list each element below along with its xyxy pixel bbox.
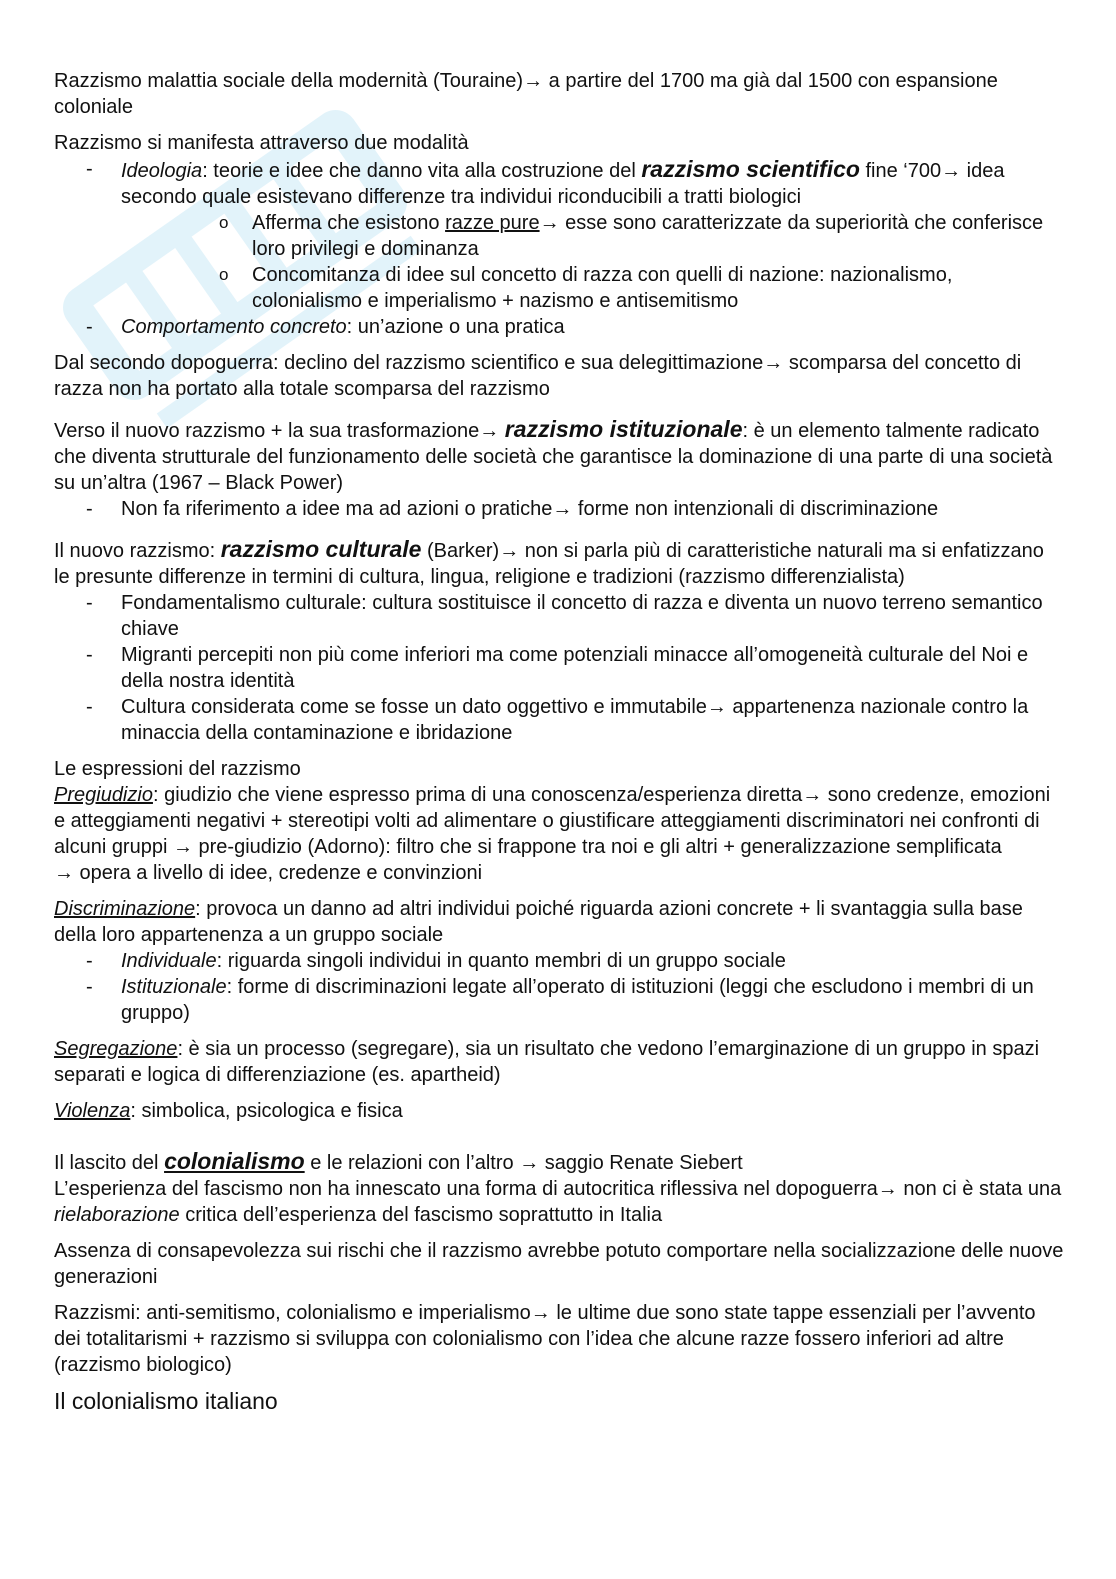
list-item-comportamento <box>54 314 1064 340</box>
list-discriminazione <box>54 948 1064 1026</box>
section-heading-colonialismo-italiano: Il colonialismo italiano <box>54 1388 278 1414</box>
paragraph-lascito <box>54 1148 1064 1176</box>
list-item-culturale-1: - Fondamentalismo culturale: cultura sostituisce il concetto di razza e diventa un nuovo terreno semantico chiave <box>54 590 1064 642</box>
spacer <box>54 1134 1064 1148</box>
paragraph-segregazione <box>54 1036 1064 1088</box>
paragraph-pregiudizio-2: → opera a livello di idee, credenze e convinzioni <box>54 862 483 884</box>
list-item-individuale <box>54 948 1064 974</box>
paragraph-fascismo <box>54 1176 1064 1228</box>
text-p8-1: L’esperienza del fascismo non ha innescato una forma di autocritica riflessiva nel dopoguerra→ non ci è stata una <box>54 1178 1062 1200</box>
text-p4-2: : è un elemento talmente radicato che diventa strutturale del funzionamento delle società che garantisce la dominazione di una parte di una società su un’altra (1967 – Black Power) <box>54 420 1053 494</box>
paragraph-violenza <box>54 1098 1064 1124</box>
text-p7-2: e le relazioni con l’altro → saggio Renate Siebert <box>304 1152 743 1174</box>
text-sub1-2: → esse sono caratterizzate da superiorità che conferisce loro privilegi e dominanza <box>252 212 1044 260</box>
text-discriminazione: : provoca un danno ad altri individui poiché riguarda azioni concrete + li svantaggia sulla base della loro appartenenza a un gruppo sociale <box>54 898 1023 946</box>
term-ideologia: Ideologia <box>121 160 203 182</box>
text-segregazione: : è sia un processo (segregare), sia un risultato che vedono l’emarginazione di un gruppo in spazi separati e logica di differenziazione (es. apartheid) <box>54 1038 1040 1086</box>
term-discriminazione: Discriminazione <box>54 898 196 920</box>
sublist-item-concomitanza: o Concomitanza di idee sul concetto di razza con quelli di nazione: nazionalismo, colonialismo e imperialismo + nazismo e antisemitismo <box>121 262 1064 314</box>
text-p5-2: (Barker)→ non si parla più di caratteristiche naturali ma si enfatizzano le presunte differenze in termini di cultura, lingua, religione e tradizioni (razzismo differenzialista) <box>54 540 1044 588</box>
list-item-istituzionale-1: - Non fa riferimento a idee ma ad azioni o pratiche→ forme non intenzionali di discriminazione <box>54 496 1064 522</box>
list-item-ideologia <box>54 156 1064 314</box>
sublist-item-razze-pure <box>121 210 1064 262</box>
text-p5-1: Il nuovo razzismo: <box>54 540 221 562</box>
paragraph-intro: Razzismo malattia sociale della modernità (Touraine)→ a partire del 1700 ma già dal 1500 con espansione coloniale <box>54 70 998 118</box>
list-culturale <box>54 590 1064 746</box>
paragraph-istituzionale <box>54 416 1064 496</box>
sublist-ideologia <box>121 210 1064 314</box>
term-comportamento: Comportamento concreto <box>121 316 347 338</box>
term-pregiudizio: Pregiudizio <box>54 784 153 806</box>
text-violenza: : simbolica, psicologica e fisica <box>130 1100 403 1122</box>
term-razzismo-istituzionale: razzismo istituzionale <box>504 416 743 442</box>
list-modalita <box>54 156 1064 340</box>
text-istituzionale: : forme di discriminazioni legate all’operato di istituzioni (leggi che escludono i membri di un gruppo) <box>121 976 1034 1024</box>
paragraph-discriminazione <box>54 896 1064 948</box>
paragraph-consapevolezza: Assenza di consapevolezza sui rischi che il razzismo avrebbe potuto comportare nella socializzazione delle nuove generazioni <box>54 1240 1064 1288</box>
text-p7-1: Il lascito del <box>54 1152 165 1174</box>
text-pregiudizio: : giudizio che viene espresso prima di una conoscenza/esperienza diretta→ sono credenze, emozioni e atteggiamenti negativi + stereotipi volti ad alimentare o giustificare atteggiamenti discriminatori nei confronti di alcuni gruppi → pre-giudizio (Adorno): filtro che si frappone tra noi e gli altri + generalizzazione semplificata <box>54 784 1051 858</box>
list-item-istituzionale-disc <box>54 974 1064 1026</box>
document-body <box>54 68 1064 1424</box>
text-comportamento: : un’azione o una pratica <box>346 316 565 338</box>
paragraph-espressioni: Le espressioni del razzismo <box>54 758 301 780</box>
text-individuale: : riguarda singoli individui in quanto membri di un gruppo sociale <box>216 950 786 972</box>
list-istituzionale <box>54 496 1064 522</box>
term-colonialismo: colonialismo <box>164 1148 305 1174</box>
term-segregazione: Segregazione <box>54 1038 178 1060</box>
paragraph-dopoguerra: Dal secondo dopoguerra: declino del razzismo scientifico e sua delegittimazione→ scomparsa del concetto di razza non ha portato alla totale scomparsa del razzismo <box>54 352 1022 400</box>
term-razze-pure: razze pure <box>445 212 540 234</box>
paragraph-razzismi: Razzismi: anti-semitismo, colonialismo e imperialismo→ le ultime due sono state tappe essenziali per l’avvento dei totalitarismi + razzismo si sviluppa con colonialismo con l’idea che alcune razze fossero inferiori ad altre (razzismo biologico) <box>54 1302 1036 1376</box>
paragraph-modalita: Razzismo si manifesta attraverso due modalità <box>54 132 469 154</box>
term-violenza: Violenza <box>54 1100 131 1122</box>
text-ideologia-1: : teorie e idee che danno vita alla costruzione del <box>202 160 642 182</box>
text-sub1-1: Afferma che esistono <box>252 212 446 234</box>
paragraph-pregiudizio <box>54 782 1064 860</box>
text-p4-1: Verso il nuovo razzismo + la sua trasformazione→ <box>54 420 505 442</box>
text-ideologia-2: fine ‘700→ idea secondo quale esistevano differenze tra individui riconducibili a tratti biologici <box>121 160 1005 208</box>
list-item-culturale-2: - Migranti percepiti non più come inferiori ma come potenziali minacce all’omogeneità culturale del Noi e della nostra identità <box>54 642 1064 694</box>
term-razzismo-scientifico: razzismo scientifico <box>641 156 860 182</box>
term-rielaborazione: rielaborazione <box>54 1204 180 1226</box>
list-item-culturale-3: - Cultura considerata come se fosse un dato oggettivo e immutabile→ appartenenza nazionale contro la minaccia della contaminazione e ibridazione <box>54 694 1064 746</box>
term-razzismo-culturale: razzismo culturale <box>220 536 422 562</box>
text-p8-2: critica dell’esperienza del fascismo soprattutto in Italia <box>179 1204 663 1226</box>
term-individuale: Individuale <box>121 950 217 972</box>
term-istituzionale: Istituzionale <box>121 976 227 998</box>
paragraph-culturale <box>54 536 1064 590</box>
